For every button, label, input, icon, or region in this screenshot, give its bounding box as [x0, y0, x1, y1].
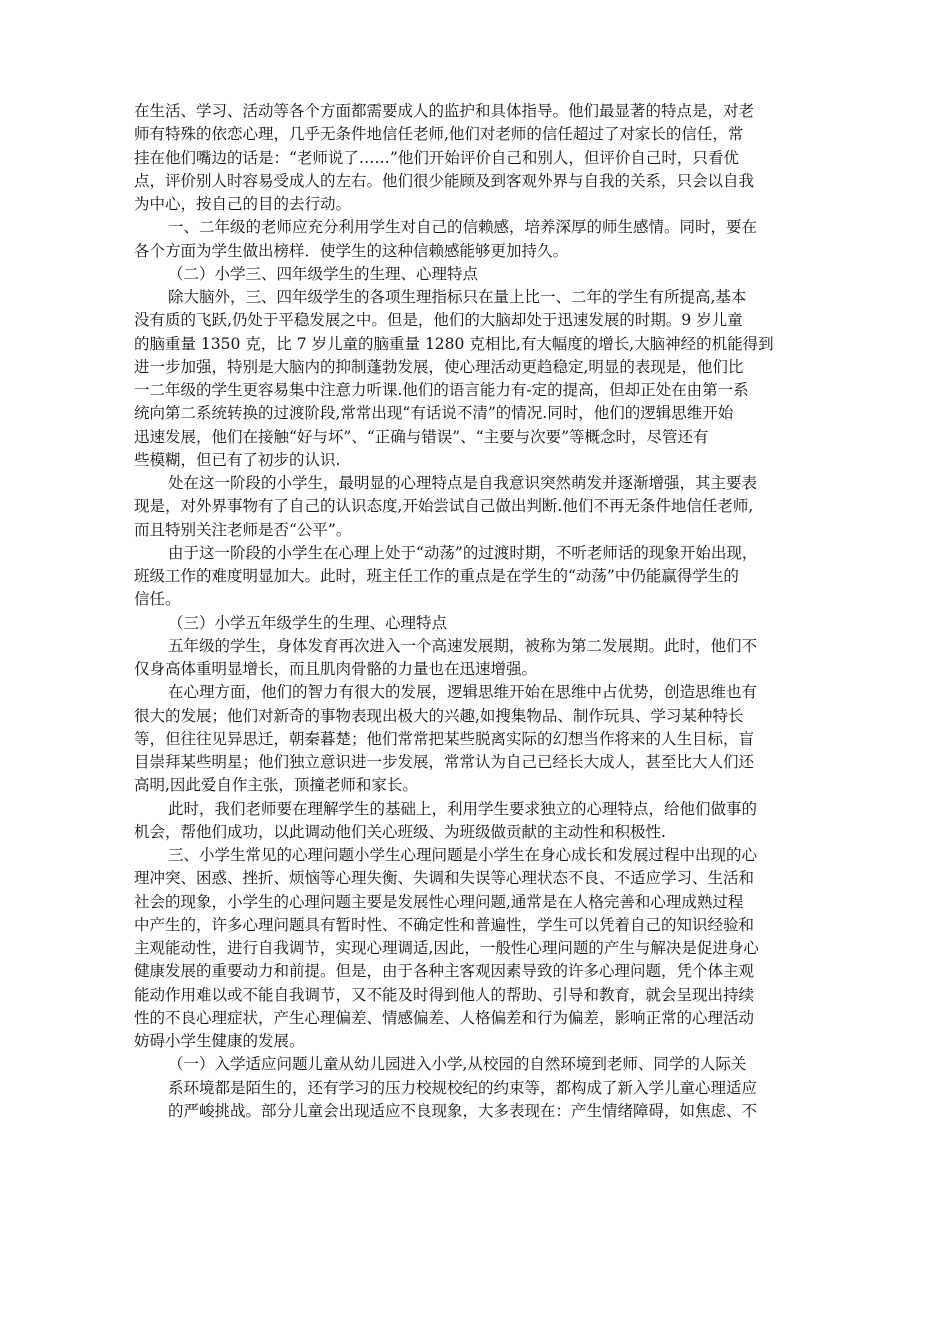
- text-line: 机会，帮他们成功，以此调动他们关心班级、为班级做贡献的主动性和积极性.: [134, 822, 666, 841]
- text-line: 由于这一阶段的小学生在心理上处于“动荡”的过渡时期，不听老师话的现象开始出现，: [168, 543, 758, 562]
- text-line: 挂在他们嘴边的话是：“老师说了……”他们开始评价自己和别人，但评价自己时，只看优: [134, 148, 739, 167]
- text-line: 中产生的，许多心理问题具有暂时性、不确定性和普遍性，学生可以凭着自己的知识经验和: [134, 915, 755, 934]
- text-line: 的严峻挑战。部分儿童会出现适应不良现象，大多表现在：产生情绪障碍，如焦虑、不: [168, 1101, 758, 1120]
- text-line: 仅身高体重明显增长，而且肌肉骨骼的力量也在迅速增强。: [134, 660, 538, 678]
- text-line: 为中心，按自己的目的去行动。: [134, 195, 352, 213]
- text-line: 很大的发展；他们对新奇的事物表现出极大的兴趣,如搜集物品、制作玩具、学习某种特长: [134, 706, 744, 725]
- text-line: 高明,因此爱自作主张，顶撞老师和家长。: [134, 776, 418, 795]
- text-line: （一）入学适应问题儿童从幼儿园进入小学,从校园的自然环境到老师、同学的人际关: [168, 1055, 747, 1074]
- text-line: 能动作用难以或不能自我调节，又不能及时得到他人的帮助、引导和教育，就会呈现出持续: [134, 985, 755, 1004]
- text-line: 系环境都是陌生的，还有学习的压力校规校纪的约束等，都构成了新入学儿童心理适应: [168, 1078, 758, 1097]
- text-line: 此时，我们老师要在理解学生的基础上，利用学生要求独立的心理特点，给他们做事的: [168, 799, 758, 818]
- text-line: 健康发展的重要动力和前提。但是，由于各种主客观因素导致的许多心理问题，凭个体主观: [134, 962, 755, 981]
- text-line: 班级工作的难度明显加大。此时，班主任工作的重点是在学生的“动荡”中仍能赢得学生的: [134, 567, 739, 585]
- text-line: 除大脑外，三、四年级学生的各项生理指标只在量上比一、二年的学生有所提高,基本: [168, 288, 747, 306]
- text-line: 的脑重量 1350 克，比 7 岁儿童的脑重量 1280 克相比,有大幅度的增长,大脑神经的机能得到: [134, 334, 774, 353]
- text-line: （二）小学三、四年级学生的生理、心理特点: [168, 264, 479, 283]
- text-line: 等，但往往见异思迁，朝秦暮楚；他们常常把某些脱离实际的幻想当作将来的人生目标，盲: [134, 729, 755, 748]
- text-line: 一二年级的学生更容易集中注意力听课.他们的语言能力有-定的提高，但却正处在由第一系: [134, 381, 749, 399]
- text-line: 目崇拜某些明星；他们独立意识进一步发展，常常认为自己已经长大成人，甚至比大人们还: [134, 753, 755, 771]
- text-line: 各个方面为学生做出榜样．使学生的这种信赖感能够更加持久。: [134, 241, 569, 260]
- text-line: （三）小学五年级学生的生理、心理特点: [168, 613, 448, 632]
- text-line: 一、二年级的老师应充分利用学生对自己的信赖感，培养深厚的师生感情。同时，要在: [168, 218, 758, 237]
- text-line: 主观能动性，进行自我调节，实现心理调适,因此，一般性心理问题的产生与解决是促进身心: [134, 939, 759, 957]
- text-line: 信任。: [134, 590, 181, 609]
- text-line: 点，评价别人时容易受成人的左右。他们很少能顾及到客观外界与自我的关系，只会以自我: [134, 171, 755, 190]
- text-line: 理冲突、困惑、挫折、烦恼等心理失衡、失调和失误等心理状态不良、不适应学习、生活和: [134, 869, 755, 888]
- text-line: 统向第二系统转换的过渡阶段,常常出现“有话说不清”的情况.同时，他们的逻辑思维开始: [134, 404, 734, 423]
- text-line: 性的不良心理症状，产生心理偏差、情感偏差、人格偏差和行为偏差，影响正常的心理活动: [134, 1008, 755, 1027]
- text-line: 而且特别关注老师是否“公平”。: [134, 520, 352, 539]
- text-line: 师有特殊的依恋心理，几乎无条件地信任老师,他们对老师的信任超过了对家长的信任，常: [134, 125, 744, 144]
- text-line: 处在这一阶段的小学生，最明显的心理特点是自我意识突然萌发并逐渐增强，其主要表: [168, 474, 758, 492]
- text-line: 妨碍小学生健康的发展。: [134, 1032, 305, 1050]
- text-line: 社会的现象，小学生的心理问题主要是发展性心理问题,通常是在人格完善和心理成熟过程: [134, 892, 744, 911]
- text-line: 些模糊，但已有了初步的认识.: [134, 450, 341, 469]
- text-line: 迅速发展，他们在接触“好与坏”、“正确与错误”、“主要与次要”等概念时，尽管还有: [134, 427, 709, 446]
- text-line: 在心理方面，他们的智力有很大的发展，逻辑思维开始在思维中占优势，创造思维也有: [168, 683, 758, 702]
- text-line: 没有质的飞跃,仍处于平稳发展之中。但是，他们的大脑却处于迅速发展的时期。9 岁儿童: [134, 311, 743, 330]
- text-line: 现是，对外界事物有了自己的认识态度,开始尝试自己做出判断.他们不再无条件地信任老师,: [134, 497, 754, 516]
- text-line: 三、小学生常见的心理问题小学生心理问题是小学生在身心成长和发展过程中出现的心: [168, 846, 758, 864]
- text-line: 在生活、学习、活动等各个方面都需要成人的监护和具体指导。他们最显著的特点是，对老: [134, 102, 755, 120]
- text-line: 进一步加强，特别是大脑内的抑制蓬勃发展，使心理活动更趋稳定,明显的表现是，他们比: [134, 357, 744, 376]
- text-line: 五年级的学生，身体发育再次进入一个高速发展期，被称为第二发展期。此时，他们不: [168, 636, 758, 655]
